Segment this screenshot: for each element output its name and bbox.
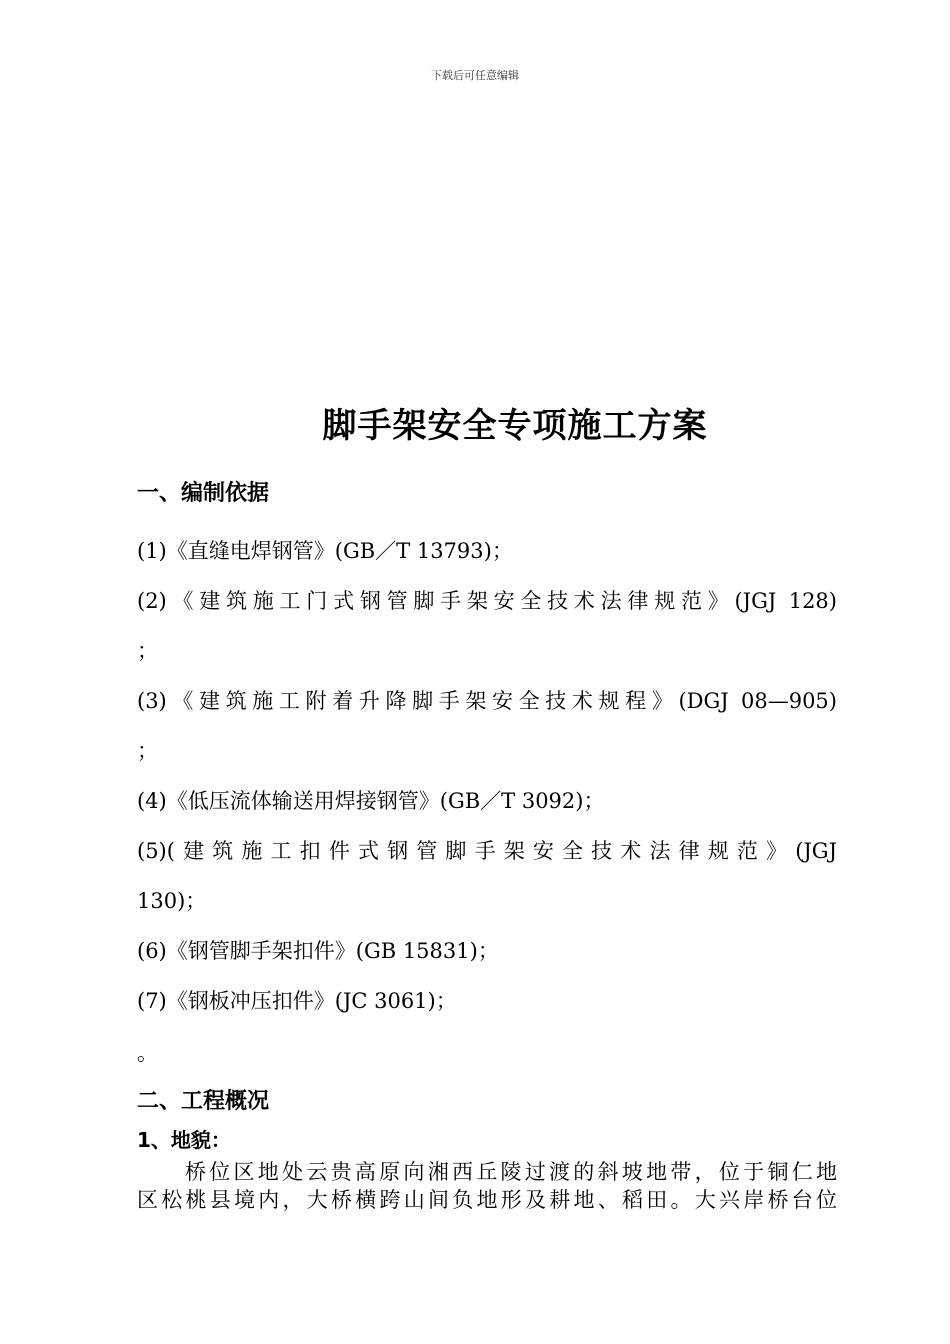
sub-heading-landform: 1、地貌： xyxy=(137,1128,231,1152)
reference-item-7: (7)《钢板冲压扣件》(JC 3061)； xyxy=(137,989,457,1013)
reference-item-2-tail: ； xyxy=(137,639,158,663)
section-heading-basis: 一、编制依据 xyxy=(137,481,270,506)
reference-item-4: (4)《低压流体输送用焊接钢管》(GB／T 3092)； xyxy=(137,789,605,813)
document-title: 脚手架安全专项施工方案 xyxy=(322,406,708,446)
reference-item-5-tail: 130)； xyxy=(137,889,207,913)
reference-item-5: (5)(建筑施工扣件式钢管脚手架安全技术法律规范》(JGJ xyxy=(137,839,837,863)
reference-item-6: (6)《钢管脚手架扣件》(GB 15831)； xyxy=(137,939,499,963)
paragraph-line-2: 区松桃县境内，大桥横跨山间负地形及耕地、稻田。大兴岸桥台位 xyxy=(137,1188,837,1212)
reference-item-1: (1)《直缝电焊钢管》(GB／T 13793)； xyxy=(137,539,513,563)
section-heading-overview: 二、工程概况 xyxy=(137,1089,270,1114)
paragraph-line-1: 桥位区地处云贵高原向湘西丘陵过渡的斜坡地带，位于铜仁地 xyxy=(185,1160,837,1184)
reference-item-3: (3)《建筑施工附着升降脚手架安全技术规程》(DGJ 08—905) xyxy=(137,689,837,713)
reference-item-3-tail: ； xyxy=(137,739,158,763)
reference-item-2: (2)《建筑施工门式钢管脚手架安全技术法律规范》(JGJ 128) xyxy=(137,589,837,613)
reference-end-mark: 。 xyxy=(137,1041,158,1065)
page-header-note: 下载后可任意编辑 xyxy=(431,69,519,82)
